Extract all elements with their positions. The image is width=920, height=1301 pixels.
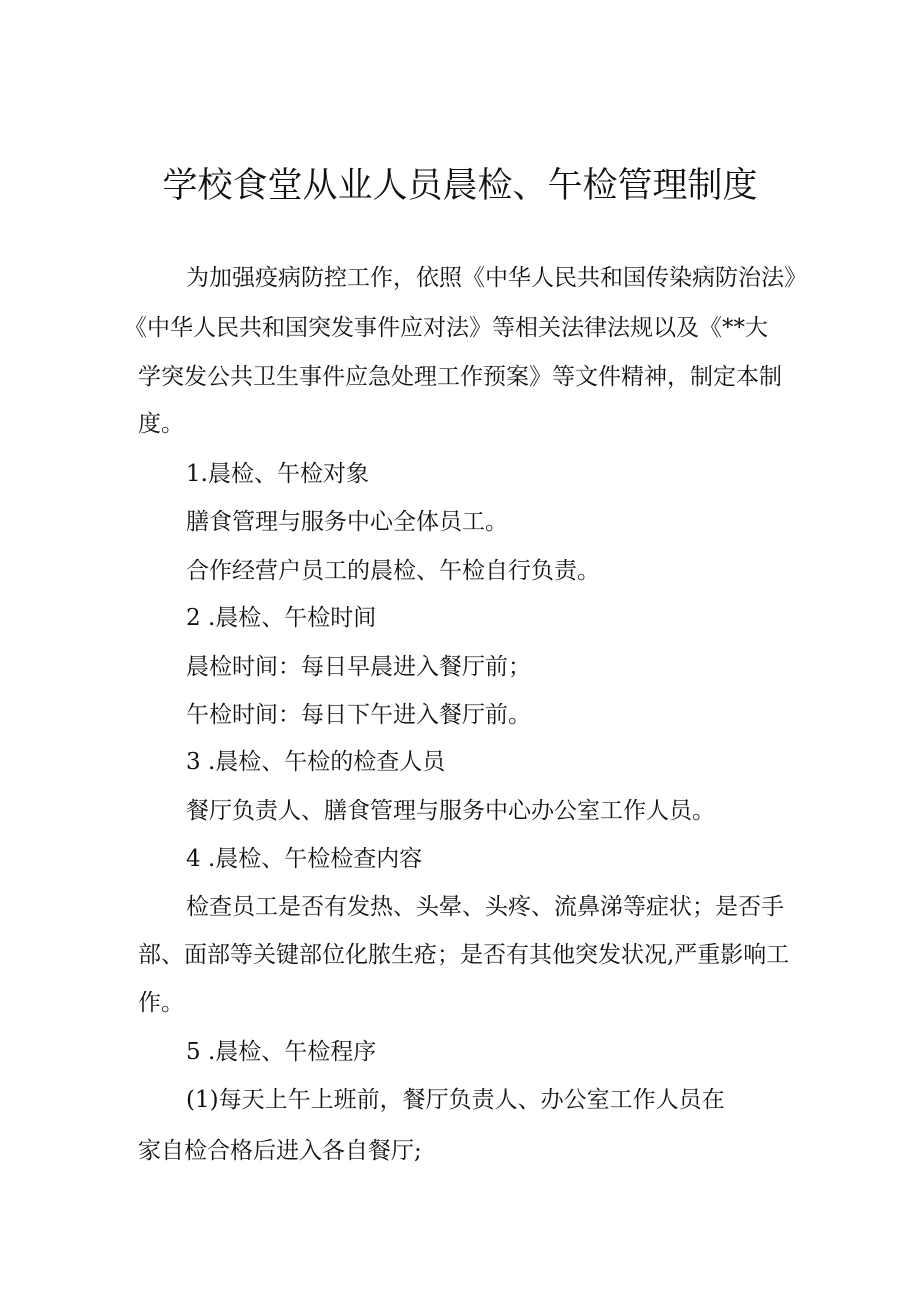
section-4-body-line-2: 部、面部等关键部位化脓生疮；是否有其他突发状况,严重影响工 bbox=[138, 942, 790, 968]
intro-line-4: 度。 bbox=[138, 411, 184, 437]
section-4-body-line-3: 作。 bbox=[138, 990, 184, 1016]
section-2-heading: 2 .晨检、午检时间 bbox=[186, 605, 377, 631]
section-3-heading: 3 .晨检、午检的检查人员 bbox=[186, 749, 446, 775]
intro-line-1: 为加强疫病防控工作，依照《中华人民共和国传染病防治法》 bbox=[186, 265, 807, 291]
section-1-heading: 1.晨检、午检对象 bbox=[186, 461, 369, 487]
section-2-body-2: 午检时间：每日下午进入餐厅前。 bbox=[186, 702, 531, 728]
section-4-body-line-1: 检查员工是否有发热、头晕、头疼、流鼻涕等症状；是否手 bbox=[186, 894, 784, 920]
section-4-heading: 4 .晨检、午检检查内容 bbox=[186, 846, 423, 872]
section-5-heading: 5 .晨检、午检程序 bbox=[186, 1039, 377, 1065]
section-5-item-1-line-2: 家自检合格后进入各自餐厅; bbox=[138, 1138, 422, 1164]
intro-line-3: 学突发公共卫生事件应急处理工作预案》等文件精神，制定本制 bbox=[138, 364, 782, 390]
section-2-body-1: 晨检时间：每日早晨进入餐厅前； bbox=[186, 654, 531, 680]
section-1-body-2: 合作经营户员工的晨检、午检自行负责。 bbox=[186, 558, 600, 584]
section-1-body-1: 膳食管理与服务中心全体员工。 bbox=[186, 509, 508, 535]
document-title: 学校食堂从业人员晨检、午检管理制度 bbox=[162, 166, 758, 206]
intro-line-2: 《中华人民共和国突发事件应对法》等相关法律法规以及《**大 bbox=[124, 315, 768, 341]
section-3-body-1: 餐厅负责人、膳食管理与服务中心办公室工作人员。 bbox=[186, 798, 715, 824]
section-5-item-1-line-1: (1)每天上午上班前，餐厅负责人、办公室工作人员在 bbox=[186, 1087, 725, 1113]
